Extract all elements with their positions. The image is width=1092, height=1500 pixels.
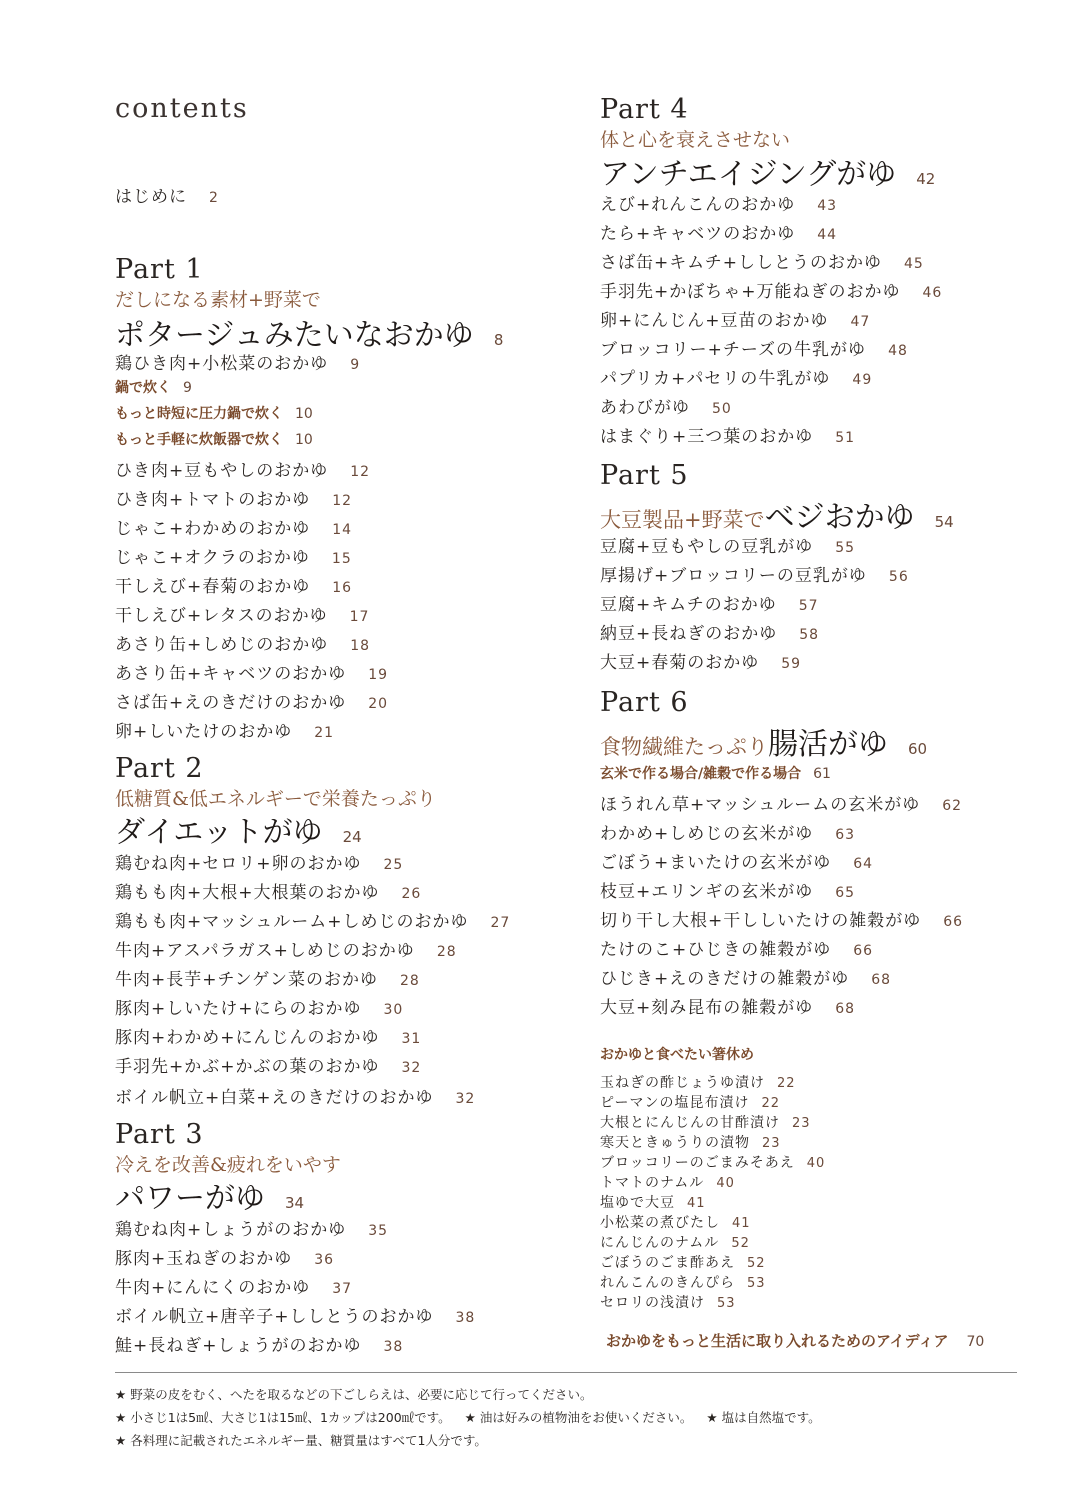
page-number: 58: [799, 627, 820, 643]
side-dish-entry[interactable]: [600, 1212, 751, 1232]
entry-title: トマトのナムル: [600, 1175, 705, 1191]
toc-entry[interactable]: [600, 619, 819, 644]
entry-title: 牛肉+長芋+チンゲン菜のおかゆ: [115, 970, 378, 990]
toc-subentry[interactable]: [600, 763, 831, 783]
entry-title: 塩ゆで大豆: [600, 1195, 675, 1211]
part2-title[interactable]: [115, 807, 362, 851]
page-number: 53: [717, 1296, 736, 1311]
page-number: 61: [813, 766, 831, 782]
entry-title: 大豆+春菊のおかゆ: [600, 653, 760, 673]
page-number: 23: [762, 1136, 781, 1151]
page-number: 68: [835, 1001, 856, 1017]
page-number: 43: [817, 198, 838, 214]
toc-entry[interactable]: [115, 1244, 334, 1269]
part3-title-text: パワーがゆ: [115, 1181, 265, 1216]
entry-title: 卵+しいたけのおかゆ: [115, 722, 293, 742]
entry-title: 小松菜の煮びたし: [600, 1215, 720, 1231]
side-dish-entry[interactable]: [600, 1112, 811, 1132]
toc-entry-intro[interactable]: [115, 182, 219, 207]
part4-title-text: アンチエイジングがゆ: [600, 157, 897, 192]
entry-title: 大豆+刻み昆布の雑穀がゆ: [600, 998, 814, 1018]
toc-entry[interactable]: [600, 993, 855, 1018]
entry-title: たけのこ+ひじきの雑穀がゆ: [600, 940, 832, 960]
page-number: 2: [209, 190, 219, 206]
entry-title: ボイル帆立+唐辛子+ししとうのおかゆ: [115, 1307, 434, 1327]
page-number: 22: [777, 1076, 796, 1091]
page-number: 8: [493, 331, 504, 349]
page-number: 22: [761, 1096, 780, 1111]
page-number: 10: [295, 406, 313, 422]
toc-entry[interactable]: [600, 248, 924, 273]
entry-title: 切り干し大根+干ししいたけの雑穀がゆ: [600, 911, 922, 931]
part1-title[interactable]: [115, 310, 503, 354]
footer-note: [115, 1385, 592, 1403]
entry-title: 牛肉+にんにくのおかゆ: [115, 1278, 311, 1298]
entry-title: さば缶+キムチ+ししとうのおかゆ: [600, 253, 882, 273]
toc-entry[interactable]: [115, 1083, 475, 1108]
entry-title: あさり缶+しめじのおかゆ: [115, 635, 329, 655]
page-number: 66: [853, 943, 874, 959]
page-number: 15: [331, 551, 352, 567]
page-number: 26: [401, 886, 422, 902]
part6-subtitle: 食物繊維たっぷり: [600, 735, 768, 759]
page-number: 38: [455, 1310, 476, 1326]
entry-title: 豆腐+豆もやしの豆乳がゆ: [600, 537, 814, 557]
entry-title: もっと時短に圧力鍋で炊く: [115, 406, 283, 422]
toc-entry[interactable]: [115, 1273, 352, 1298]
page-number: 9: [183, 380, 192, 396]
toc-entry[interactable]: [115, 994, 403, 1019]
page-number: 60: [908, 740, 928, 758]
entry-title: ひじき+えのきだけの雑穀がゆ: [600, 969, 850, 989]
page-number: 34: [285, 1194, 305, 1212]
page-number: 23: [792, 1116, 811, 1131]
entry-title: ひき肉+豆もやしのおかゆ: [115, 461, 329, 481]
entry-title: あわびがゆ: [600, 398, 690, 418]
entry-title: 玄米で作る場合/雑穀で作る場合: [600, 766, 802, 782]
side-dish-entry[interactable]: [600, 1272, 766, 1292]
part3-label: Part 3: [115, 1119, 204, 1150]
part3-subtitle: 冷えを改善&疲れをいやす: [115, 1154, 341, 1176]
page-number: 9: [350, 357, 361, 373]
toc-entry[interactable]: [600, 819, 855, 844]
toc-subentry[interactable]: [115, 377, 192, 397]
toc-entry[interactable]: [600, 335, 908, 360]
page-number: 35: [368, 1223, 389, 1239]
page-number: 59: [781, 656, 802, 672]
toc-entry[interactable]: [600, 422, 855, 447]
page-number: 64: [853, 856, 874, 872]
page-number: 37: [332, 1281, 353, 1297]
entry-title: ピーマンの塩昆布漬け: [600, 1095, 750, 1111]
page-number: 41: [732, 1216, 751, 1231]
part5-subtitle: 大豆製品+野菜で: [600, 508, 765, 532]
toc-entry[interactable]: [115, 936, 457, 961]
entry-title: 鶏むね肉+しょうがのおかゆ: [115, 1220, 347, 1240]
page-number: 19: [368, 667, 389, 683]
part5-label: Part 5: [600, 460, 689, 491]
note-text: 野菜の皮をむく、へたを取るなどの下ごしらえは、必要に応じて行ってください。: [130, 1387, 593, 1402]
page-number: 48: [888, 343, 908, 359]
toc-entry[interactable]: [600, 877, 855, 902]
page-number: 70: [966, 1334, 985, 1350]
toc-entry[interactable]: [600, 561, 909, 586]
entry-title: じゃこ+オクラのおかゆ: [115, 548, 310, 568]
side-dish-entry[interactable]: [600, 1192, 706, 1212]
entry-title: ひき肉+トマトのおかゆ: [115, 490, 311, 510]
side-dish-entry[interactable]: [600, 1152, 825, 1172]
page-number: 20: [368, 696, 389, 712]
entry-title: 豚肉+玉ねぎのおかゆ: [115, 1249, 293, 1269]
entry-title: 鶏もも肉+マッシュルーム+しめじのおかゆ: [115, 912, 469, 932]
side-dish-entry[interactable]: [600, 1092, 780, 1112]
entry-title: 厚揚げ+ブロッコリーの豆乳がゆ: [600, 566, 867, 586]
entry-title: にんじんのナムル: [600, 1235, 720, 1251]
part1-title-text: ポタージュみたいなおかゆ: [115, 318, 474, 353]
entry-title: はじめに: [115, 187, 187, 207]
toc-entry[interactable]: [115, 543, 352, 568]
part2-title-text: ダイエットがゆ: [115, 815, 323, 850]
page-number: 44: [817, 227, 838, 243]
entry-title: はまぐり+三つ葉のおかゆ: [600, 427, 814, 447]
part6-label: Part 6: [600, 687, 689, 718]
side-dish-entry[interactable]: [600, 1132, 781, 1152]
page-number: 54: [934, 513, 954, 531]
entry-title: 枝豆+エリンギの玄米がゆ: [600, 882, 814, 902]
page-number: 45: [903, 256, 924, 272]
page-number: 12: [350, 464, 371, 480]
footer-note: [115, 1431, 487, 1449]
toc-entry[interactable]: [115, 1023, 421, 1048]
page-number: 38: [383, 1339, 404, 1355]
entry-title: 手羽先+かぶ+かぶの葉のおかゆ: [115, 1057, 380, 1077]
footer-note: [115, 1408, 821, 1426]
page-number: 53: [747, 1276, 766, 1291]
entry-title: 鍋で炊く: [115, 380, 171, 396]
part4-title[interactable]: [600, 149, 935, 193]
toc-entry[interactable]: [115, 630, 370, 655]
page-number: 30: [383, 1002, 404, 1018]
toc-entry[interactable]: [600, 964, 891, 989]
part2-subtitle: 低糖質&低エネルギーで栄養たっぷり: [115, 788, 436, 810]
page-number: 65: [835, 885, 856, 901]
toc-entry[interactable]: [600, 190, 837, 215]
page-number: 41: [687, 1196, 706, 1211]
entry-title: 豚肉+わかめ+にんじんのおかゆ: [115, 1028, 380, 1048]
page-number: 49: [852, 372, 873, 388]
page-number: 31: [401, 1031, 422, 1047]
toc-entry[interactable]: [115, 485, 352, 510]
page-number: 68: [871, 972, 892, 988]
entry-title: 豆腐+キムチのおかゆ: [600, 595, 777, 615]
page-number: 47: [850, 314, 871, 330]
star-icon: ★: [115, 1433, 127, 1448]
toc-entry[interactable]: [600, 790, 962, 815]
entry-title: えび+れんこんのおかゆ: [600, 195, 796, 215]
toc-entry[interactable]: [600, 590, 819, 615]
entry-title: あさり缶+キャベツのおかゆ: [115, 664, 347, 684]
toc-entry[interactable]: [600, 532, 855, 557]
page-number: 16: [332, 580, 353, 596]
toc-subentry[interactable]: [115, 403, 313, 423]
toc-entry[interactable]: [600, 935, 873, 960]
star-icon: ★: [115, 1410, 127, 1425]
page-number: 57: [798, 598, 819, 614]
entry-title: 牛肉+アスパラガス+しめじのおかゆ: [115, 941, 415, 961]
entry-title: 卵+にんじん+豆苗のおかゆ: [600, 311, 829, 331]
page-number: 10: [295, 432, 313, 448]
star-icon: ★: [706, 1410, 718, 1425]
entry-title: 干しえび+レタスのおかゆ: [115, 606, 328, 626]
toc-entry[interactable]: [115, 1052, 421, 1077]
page-number: 66: [943, 914, 964, 930]
toc-entry[interactable]: [600, 848, 873, 873]
entry-title: れんこんのきんぴら: [600, 1275, 735, 1291]
note-text: 油は好みの植物油をお使いください。: [479, 1410, 693, 1425]
part1-label: Part 1: [115, 254, 204, 285]
page-number: 25: [383, 857, 404, 873]
toc-entry[interactable]: [115, 572, 352, 597]
entry-title: 大根とにんじんの甘酢漬け: [600, 1115, 780, 1131]
page-number: 40: [716, 1176, 735, 1191]
side-dishes-heading: おかゆと食べたい箸休め: [600, 1047, 754, 1063]
toc-entry[interactable]: [115, 601, 369, 626]
toc-entry[interactable]: [115, 965, 420, 990]
page-number: 18: [350, 638, 371, 654]
part6-title[interactable]: [600, 719, 927, 763]
side-dish-entry[interactable]: [600, 1072, 796, 1092]
part4-subtitle: 体と心を衰えさせない: [600, 129, 791, 151]
star-icon: ★: [464, 1410, 476, 1425]
entry-title: セロリの浅漬け: [600, 1295, 705, 1311]
page-number: 32: [401, 1060, 422, 1076]
page-number: 32: [455, 1091, 476, 1107]
part5-title-text: ベジおかゆ: [764, 500, 915, 535]
toc-entry[interactable]: [115, 1215, 388, 1240]
part4-label: Part 4: [600, 94, 689, 125]
part1-subtitle: だしになる素材+野菜で: [115, 289, 321, 311]
page-number: 51: [835, 430, 856, 446]
entry-title: たら+キャベツのおかゆ: [600, 224, 796, 244]
entry-title: じゃこ+わかめのおかゆ: [115, 519, 311, 539]
entry-title: ブロッコリー+チーズの牛乳がゆ: [600, 340, 867, 360]
entry-title: 豚肉+しいたけ+にらのおかゆ: [115, 999, 362, 1019]
side-dish-entry[interactable]: [600, 1172, 735, 1192]
toc-entry[interactable]: [600, 364, 872, 389]
toc-entry[interactable]: [115, 456, 370, 481]
note-text: 塩は自然塩です。: [721, 1410, 821, 1425]
entry-title: 鶏むね肉+セロリ+卵のおかゆ: [115, 854, 362, 874]
page-number: 40: [806, 1156, 826, 1171]
page-number: 24: [342, 828, 362, 846]
page-number: 52: [747, 1256, 766, 1271]
contents-title: contents: [115, 93, 249, 124]
entry-title: ブロッコリーのごまみそあえ: [600, 1155, 795, 1171]
toc-entry[interactable]: [600, 219, 837, 244]
ideas-entry[interactable]: [606, 1330, 984, 1351]
toc-entry[interactable]: [115, 659, 388, 684]
page-number: 56: [888, 569, 909, 585]
entry-title: 寒天ときゅうりの漬物: [600, 1135, 750, 1151]
entry-title: 鶏もも肉+大根+大根葉のおかゆ: [115, 883, 380, 903]
toc-entry[interactable]: [600, 648, 801, 673]
page-number: 36: [314, 1252, 335, 1268]
toc-entry[interactable]: [115, 849, 403, 874]
part5-title[interactable]: [600, 492, 954, 536]
page-number: 14: [332, 522, 353, 538]
star-icon: ★: [115, 1387, 127, 1402]
page-number: 46: [922, 285, 943, 301]
toc-entry[interactable]: [115, 878, 421, 903]
toc-entry[interactable]: [115, 1331, 403, 1356]
entry-title: もっと手軽に炊飯器で炊く: [115, 432, 283, 448]
toc-entry[interactable]: [600, 306, 870, 331]
page-number: 62: [942, 798, 963, 814]
toc-entry[interactable]: [600, 906, 963, 931]
side-dish-entry[interactable]: [600, 1292, 736, 1312]
page-number: 27: [490, 915, 511, 931]
entry-title: ごぼうのごま酢あえ: [600, 1255, 735, 1271]
toc-entry[interactable]: [115, 717, 334, 742]
page-number: 63: [835, 827, 856, 843]
entry-title: ボイル帆立+白菜+えのきだけのおかゆ: [115, 1088, 434, 1108]
entry-title: さば缶+えのきだけのおかゆ: [115, 693, 347, 713]
entry-title: パプリカ+パセリの牛乳がゆ: [600, 369, 831, 389]
toc-entry[interactable]: [115, 1302, 475, 1327]
entry-title: 手羽先+かぼちゃ+万能ねぎのおかゆ: [600, 282, 901, 302]
page-number: 28: [399, 973, 420, 989]
note-text: 小さじ1は5㎖、大さじ1は15㎖、1カップは200㎖です。: [130, 1410, 451, 1425]
side-dish-entry[interactable]: [600, 1232, 750, 1252]
page-number: 28: [436, 944, 457, 960]
page-number: 55: [835, 540, 856, 556]
toc-entry[interactable]: [115, 514, 352, 539]
page-number: 42: [916, 170, 936, 188]
side-dish-entry[interactable]: [600, 1252, 766, 1272]
part6-title-text: 腸活がゆ: [768, 727, 888, 762]
entry-title: 干しえび+春菊のおかゆ: [115, 577, 311, 597]
entry-title: 玉ねぎの酢じょうゆ漬け: [600, 1075, 765, 1091]
page-number: 52: [731, 1236, 750, 1251]
toc-subentry[interactable]: [115, 429, 313, 449]
toc-entry[interactable]: [115, 688, 388, 713]
part3-title[interactable]: [115, 1173, 304, 1217]
entry-title: おかゆをもっと生活に取り入れるためのアイディア: [606, 1332, 949, 1350]
toc-entry[interactable]: [115, 349, 360, 374]
entry-title: 鮭+長ねぎ+しょうがのおかゆ: [115, 1336, 362, 1356]
page-number: 17: [349, 609, 370, 625]
page-number: 21: [314, 725, 335, 741]
page-number: 50: [712, 401, 732, 417]
entry-title: わかめ+しめじの玄米がゆ: [600, 824, 814, 844]
entry-title: ごぼう+まいたけの玄米がゆ: [600, 853, 832, 873]
footer-divider: [115, 1372, 1017, 1373]
note-text: 各料理に記載されたエネルギー量、糖質量はすべて1人分です。: [130, 1433, 487, 1448]
page-number: 12: [332, 493, 353, 509]
toc-entry[interactable]: [115, 907, 510, 932]
toc-entry[interactable]: [600, 277, 942, 302]
part2-label: Part 2: [115, 753, 204, 784]
entry-title: ほうれん草+マッシュルームの玄米がゆ: [600, 795, 921, 815]
entry-title: 納豆+長ねぎのおかゆ: [600, 624, 778, 644]
entry-title: 鶏ひき肉+小松菜のおかゆ: [115, 354, 329, 374]
toc-entry[interactable]: [600, 393, 732, 418]
